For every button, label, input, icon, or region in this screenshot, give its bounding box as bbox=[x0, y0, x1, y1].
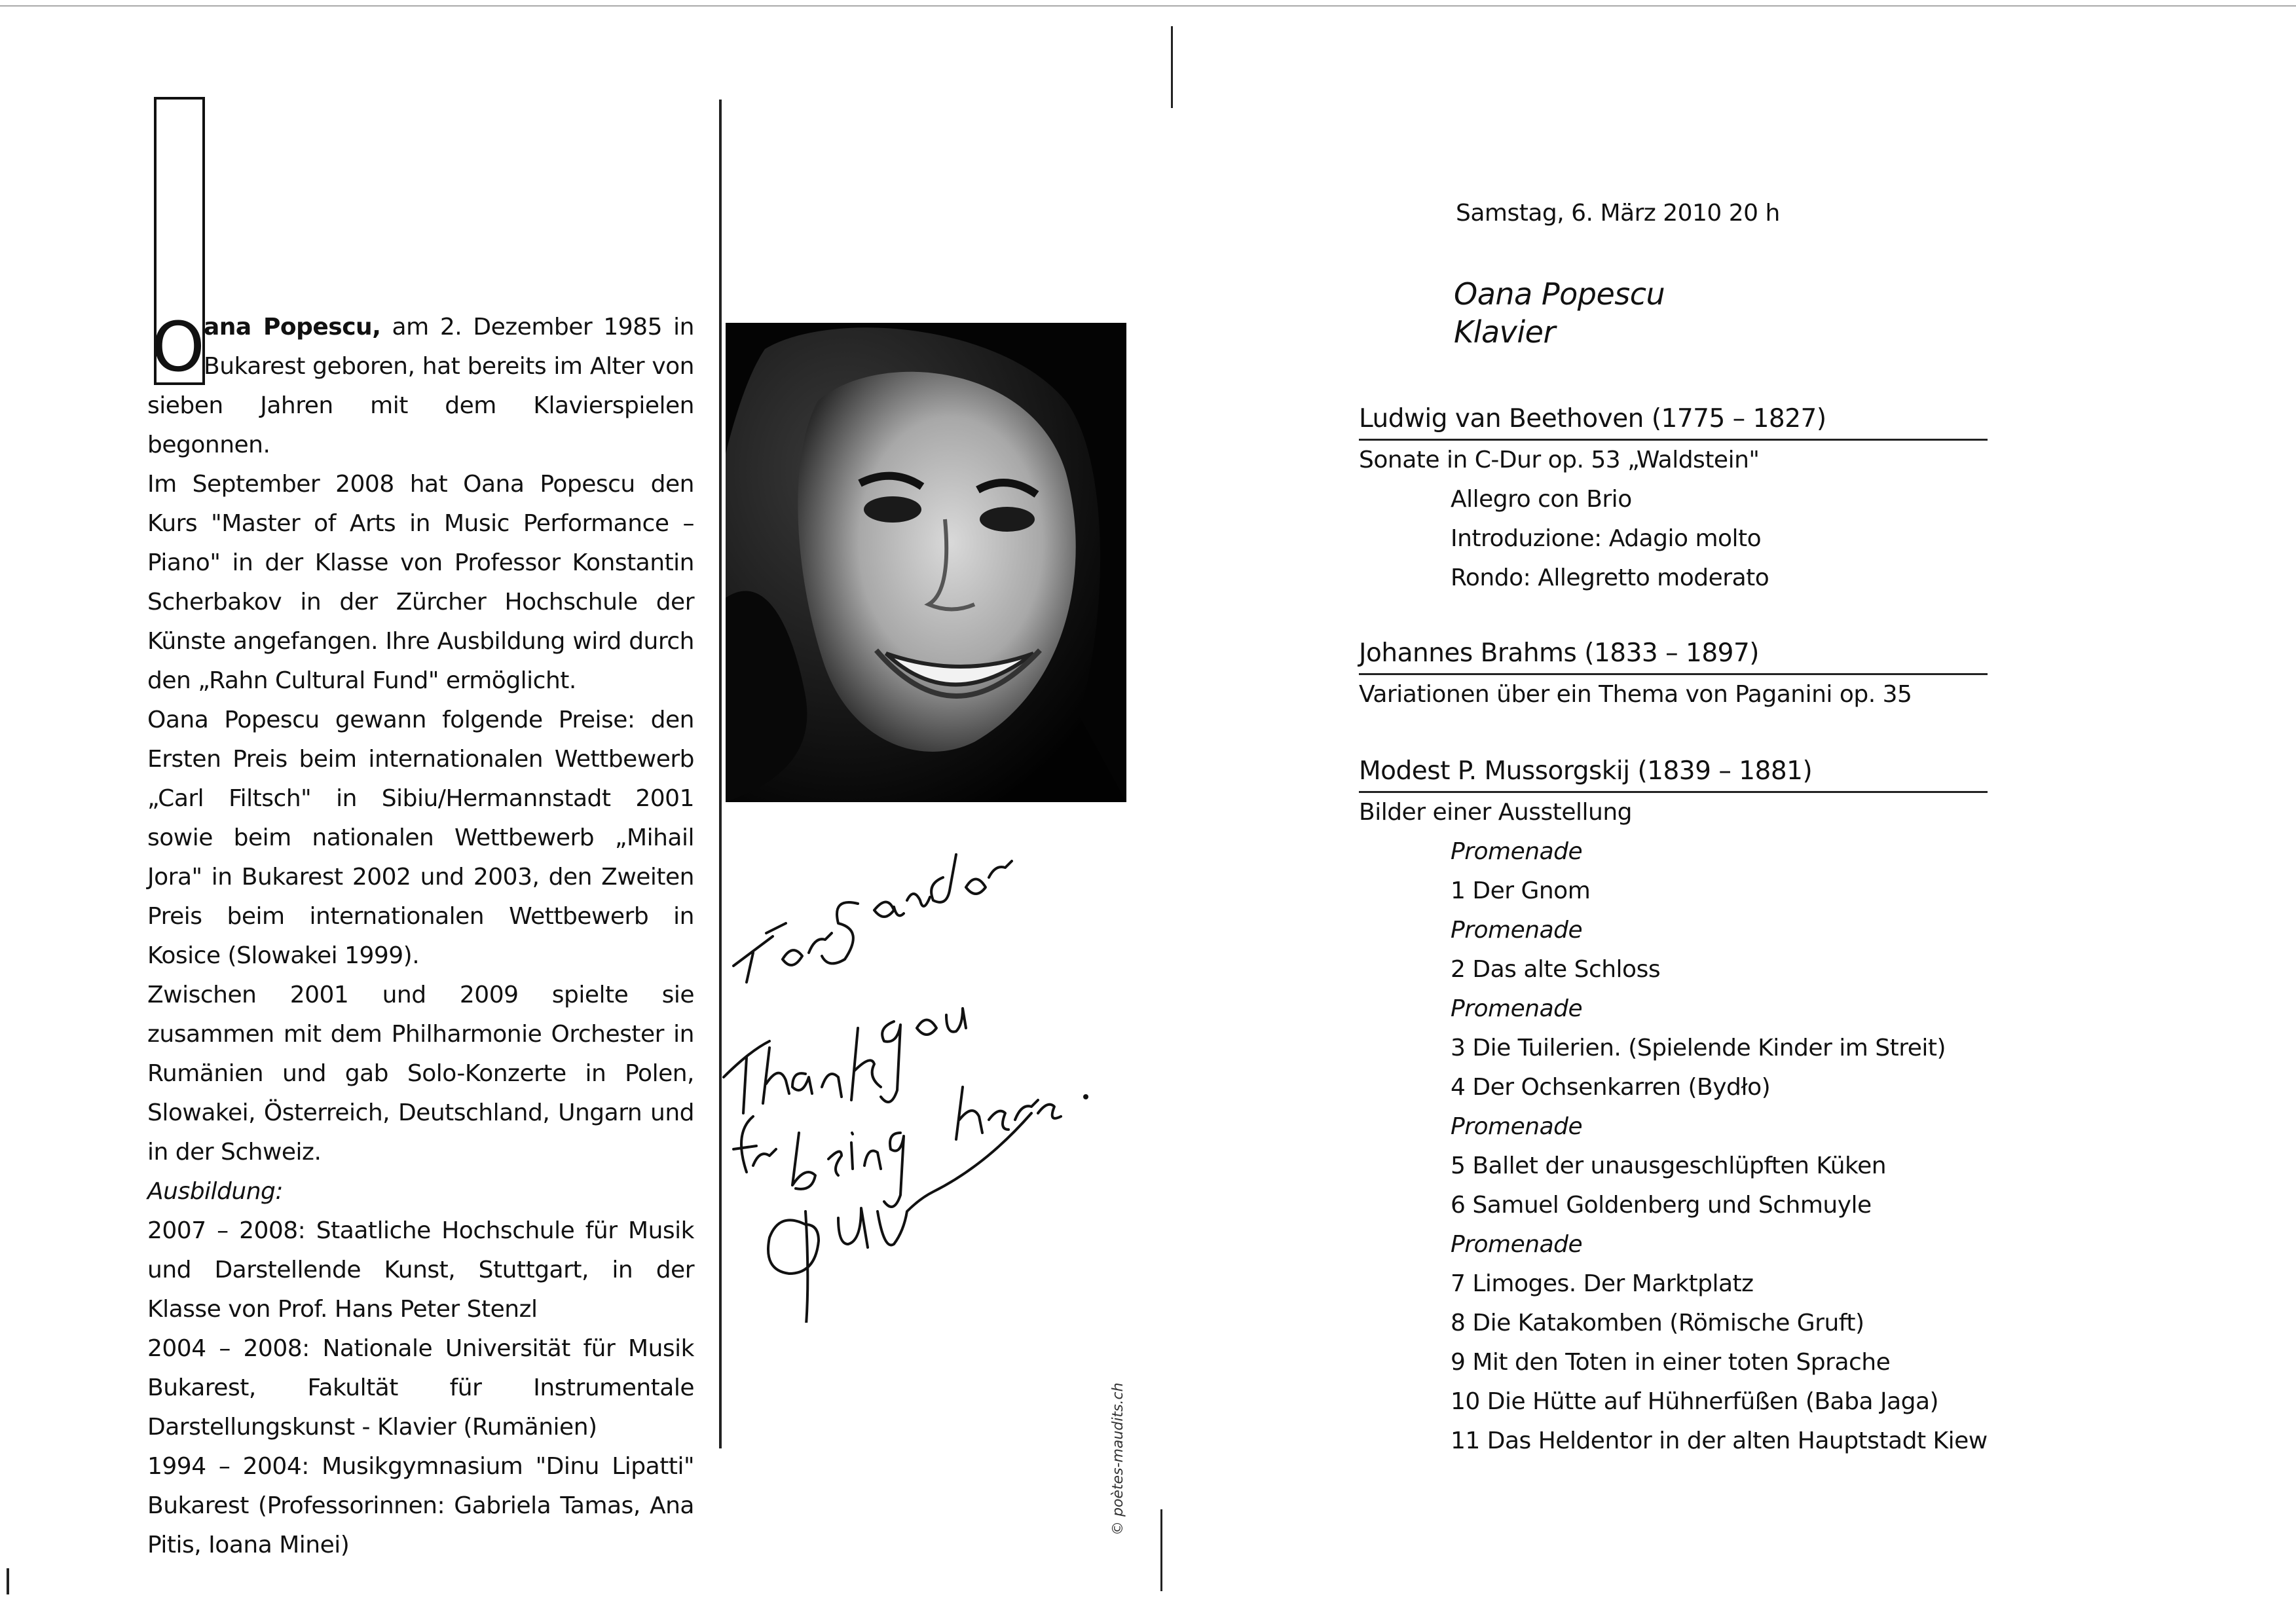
composer-heading bbox=[1359, 401, 1988, 441]
concert-date: Samstag, 6. März 2010 20 h bbox=[1456, 200, 1780, 227]
movement: Rondo: Allegretto moderato bbox=[1451, 564, 1769, 591]
movement: 10 Die Hütte auf Hühnerfüßen (Baba Jaga) bbox=[1451, 1388, 1939, 1415]
composer-years: (1775 – 1827) bbox=[1651, 404, 1826, 433]
composer-years: (1833 – 1897) bbox=[1584, 638, 1759, 668]
performer-name: Oana Popescu bbox=[1454, 276, 1665, 312]
performer-instrument: Klavier bbox=[1454, 314, 1555, 350]
movement: 6 Samuel Goldenberg und Schmuyle bbox=[1451, 1192, 1872, 1219]
photo-credit: © poètes-maudits.ch bbox=[1110, 1382, 1126, 1536]
education-heading: Ausbildung: bbox=[147, 1178, 284, 1205]
movement: 2 Das alte Schloss bbox=[1451, 956, 1661, 983]
top-edge-line bbox=[0, 5, 2296, 7]
fold-line-top bbox=[1171, 26, 1173, 108]
composer-name: Ludwig van Beethoven bbox=[1359, 404, 1644, 433]
movement: Promenade bbox=[1451, 1113, 1583, 1140]
movement: 1 Der Gnom bbox=[1451, 877, 1591, 904]
movement: Promenade bbox=[1451, 838, 1583, 865]
movement: 11 Das Heldentor in der alten Hauptstadt Kiew bbox=[1451, 1427, 1988, 1454]
movement: Allegro con Brio bbox=[1451, 486, 1632, 513]
movement: Promenade bbox=[1451, 917, 1583, 944]
movement: Introduzione: Adagio molto bbox=[1451, 525, 1762, 552]
bio-paragraph-1 bbox=[147, 308, 694, 465]
left-edge-mark bbox=[7, 1568, 9, 1594]
movement: Promenade bbox=[1451, 995, 1583, 1022]
movement: 9 Mit den Toten in einer toten Sprache bbox=[1451, 1349, 1891, 1376]
movement: 7 Limoges. Der Marktplatz bbox=[1451, 1270, 1754, 1297]
bio-name: ana Popescu, bbox=[204, 314, 381, 340]
movement: 5 Ballet der unausgeschlüpften Küken bbox=[1451, 1152, 1887, 1179]
work-title: Variationen über ein Thema von Paganini op. 35 bbox=[1359, 681, 1912, 708]
bio-paragraph-4: Zwischen 2001 und 2009 spielte sie zusammen mit dem Philharmonie Orchester in Rumänien und gab Solo-Konzerte in Polen, Slowakei, Österreich, Deutschland, Ungarn und in der Schweiz. bbox=[147, 982, 694, 1166]
program-section-mussorgsky bbox=[1359, 753, 1988, 1461]
portrait-photo bbox=[726, 323, 1126, 802]
dropcap-letter: O bbox=[151, 307, 205, 387]
biography bbox=[147, 308, 694, 1565]
education-item-2: 2004 – 2008: Nationale Universität für Musik Bukarest, Fakultät für Instrumentale Darstellungskunst - Klavier (Rumänien) bbox=[147, 1335, 694, 1441]
work-title: Sonate in C-Dur op. 53 „Waldstein" bbox=[1359, 447, 1760, 473]
program-section-brahms bbox=[1359, 635, 1988, 714]
education-item-3: 1994 – 2004: Musikgymnasium "Dinu Lipatti" Bukarest (Professorinnen: Gabriela Tamas, Ana Pitis, Ioana Minei) bbox=[147, 1453, 694, 1558]
program-section-beethoven bbox=[1359, 401, 1988, 598]
performer bbox=[1454, 275, 1665, 351]
work-title: Bilder einer Ausstellung bbox=[1359, 799, 1633, 826]
bio-paragraph-3: Oana Popescu gewann folgende Preise: den Ersten Preis beim internationalen Wettbewerb „Carl Filtsch" in Sibiu/Hermannstadt 2001 sowie beim nationalen Wettbewerb „Mihail Jora" in Bukarest 2002 und 2003, den Zweiten Preis beim internationalen Wettbewerb in Kosice (Slowakei 1999). bbox=[147, 707, 694, 969]
composer-heading bbox=[1359, 635, 1988, 675]
composer-name: Johannes Brahms bbox=[1359, 638, 1577, 668]
fold-line-bottom bbox=[1160, 1509, 1162, 1591]
composer-name: Modest P. Mussorgskij bbox=[1359, 756, 1630, 786]
handwritten-dedication bbox=[707, 825, 1113, 1323]
movement: 4 Der Ochsenkarren (Bydło) bbox=[1451, 1074, 1771, 1101]
movement: Promenade bbox=[1451, 1231, 1583, 1258]
bio-paragraph-2: Im September 2008 hat Oana Popescu den Kurs "Master of Arts in Music Performance – Piano" in der Klasse von Professor Konstantin Scherbakov in der Zürcher Hochschule der Künste angefangen. Ihre Ausbildung wird durch den „Rahn Cultural Fund" ermöglicht. bbox=[147, 471, 694, 694]
movement: 3 Die Tuilerien. (Spielende Kinder im Streit) bbox=[1451, 1035, 1946, 1061]
bio-intro: am 2. Dezember 1985 in Bukarest geboren, hat bereits im Alter von sieben Jahren mit dem Klavierspielen begonnen. bbox=[147, 314, 694, 458]
composer-heading bbox=[1359, 753, 1988, 793]
portrait-illustration bbox=[726, 323, 1126, 802]
education-item-1: 2007 – 2008: Staatliche Hochschule für Musik und Darstellende Kunst, Stuttgart, in der Klasse von Prof. Hans Peter Stenzl bbox=[147, 1217, 694, 1323]
composer-years: (1839 – 1881) bbox=[1637, 756, 1813, 786]
movement: 8 Die Katakomben (Römische Gruft) bbox=[1451, 1310, 1864, 1336]
